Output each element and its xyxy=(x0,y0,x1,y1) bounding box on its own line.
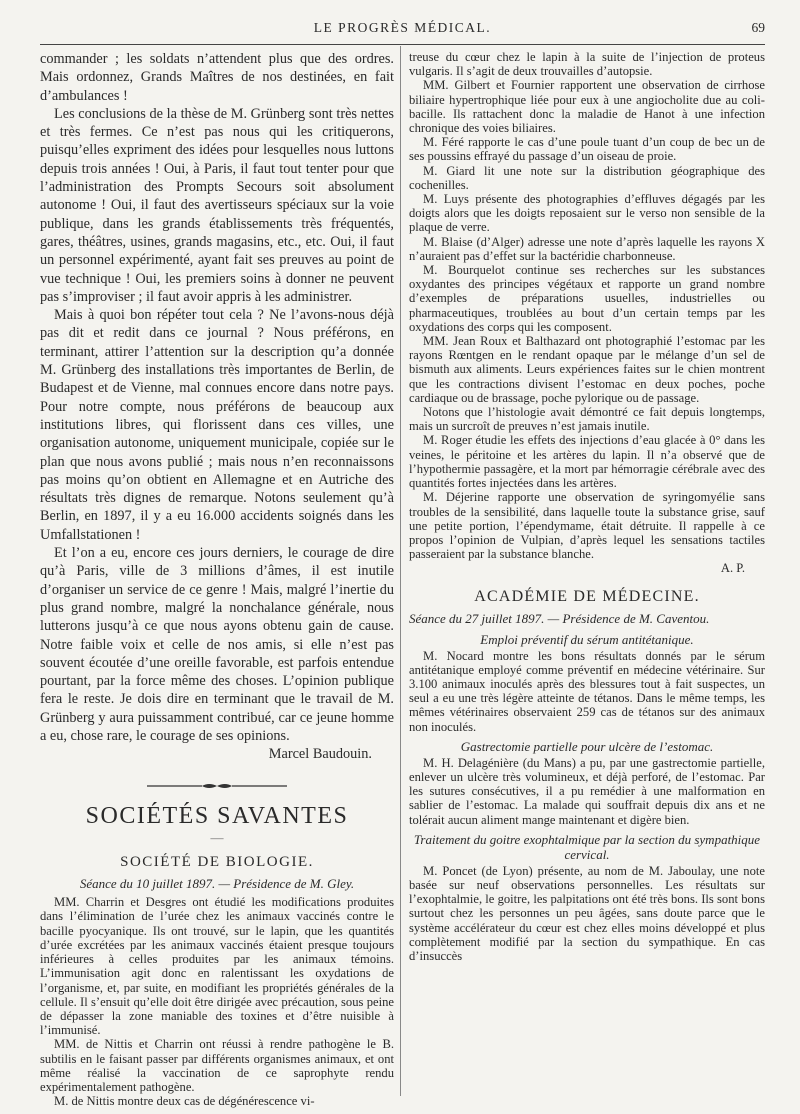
paragraph: M. Féré rapporte le cas d’une poule tuant d’un coup de bec un de ses poussins effrayé du passage d’un oiseau de proie. xyxy=(409,135,765,164)
paragraph: M. Bourquelot continue ses recherches sur les substances oxydantes des principes végétaux et rapporte un grand nombre d’exemples de préparations usuelles, industrielles ou pharmaceutiques, troublées au bout d’un certain temps par les oxydations des corps qui les composent. xyxy=(409,263,765,334)
paragraph: M. Nocard montre les bons résultats donnés par le sérum antitétanique employé comme préventif en médecine vétérinaire. Sur 3.100 animaux inoculés après des blessures tout à fait suspectes, un seul a eu une très légère atteinte de tétanos. Dans le même temps, les mêmes vétérinaires observaient 259 cas de tétanos sur des animaux non inoculés. xyxy=(409,648,765,734)
paragraph: M. Poncet (de Lyon) présente, au nom de M. Jaboulay, une note basée sur neuf observations personnelles. Les résultats sur l’exophtalmie, le goitre, les palpitations ont été très bons. Ils sont bons surtout chez les personnes un peu âgées, sans doute parce que le système accélérateur du cœur est chez elles moins développé et plus complètement modifié par la section du sympathique. En cas d’insuccès xyxy=(409,863,765,963)
paragraph: commander ; les soldats n’attendent plus que des ordres. Mais ordonnez, Grands Maîtres de nos destinées, en fait d’ambulances ! xyxy=(40,51,394,104)
paragraph: M. Roger étudie les effets des injections d’eau glacée à 0° dans les veines, le péritoine et les artères du lapin. Il n’a observé que de l’hypothermie passagère, et la mort par hémorragie cérébrale avec des quantités fortes injectées dans les artères. xyxy=(409,433,765,491)
paragraph: M. Luys présente des photographies d’effluves dégagés par les doigts alors que les doigts reposaient sur le verso non sensible de la plaque de verre. xyxy=(409,192,765,235)
subsection-title: Traitement du goitre exophtalmique par la section du sympathique cervical. xyxy=(413,831,761,862)
author-initials: A. P. xyxy=(720,561,745,576)
paragraph: Notons que l’histologie avait démontré ce fait depuis longtemps, mais un surcroît de preuves n’est jamais inutile. xyxy=(409,405,765,434)
society-title: SOCIÉTÉ DE BIOLOGIE. xyxy=(120,854,314,871)
academy-title: ACADÉMIE DE MÉDECINE. xyxy=(474,587,700,605)
paragraph: M. Déjerine rapporte une observation de syringomyélie sans troubles de la sensibilité, dans laquelle toute la substance grise, sauf une petite portion, l’épendymame, était détruite. Il rappelle à ce propos l’opinion de Vulpian, d’après lequel les sensations tactiles passeraient par la substance blanche. xyxy=(409,490,765,562)
title-dash: — xyxy=(210,830,224,846)
subsection-title: Gastrectomie partielle pour ulcère de l’estomac. xyxy=(460,738,714,754)
paragraph: MM. de Nittis et Charrin ont réussi à rendre pathogène le B. subtilis en le faisant passer par différents organismes animaux, et ont même réalisé la vaccination de ce saprophyte rendu expérimentalement pathogène. xyxy=(40,1037,394,1094)
paragraph: Les conclusions de la thèse de M. Grünberg sont très nettes et très fermes. Ce n’est pas nous qui les critiquerons, puisqu’elles expriment des idées pour lesquelles nous luttons depuis trois années ! Oui, à Paris, il faut tout tenter pour que l’administration des Prompts Secours soit absolument autonome ! Oui, il faut des avertisseurs spéciaux sur la voie publique, dans les grands établissements très fréquentés, gares, théâtres, usines, grands magasins, etc., etc. Oui, il faut un personnel expérimenté, ayant fait ses preuves au point de vue technique ! Oui, les premiers soins à donner ne peuvent pas s’improviser ; il faut avoir appris à les administrer. xyxy=(40,105,394,305)
author-signature: Marcel Baudouin. xyxy=(268,746,372,763)
seance-line: Séance du 27 juillet 1897. — Présidence de M. Caventou. xyxy=(409,610,710,626)
seance-line: Séance du 10 juillet 1897. — Présidence de M. Gley. xyxy=(79,876,355,892)
subsection-title: Emploi préventif du sérum antitétanique. xyxy=(480,631,694,647)
column-rule xyxy=(400,46,401,1096)
paragraph: M. H. Delagénière (du Mans) a pu, par une gastrectomie partielle, enlever un ulcère très volumineux, et déjà perforé, de l’estomac. Par les sutures consécutives, il a pu remédier à une malformation en sablier de l’estomac. La malade qui souffrait depuis dix ans et ne tolérait aucun aliment mange maintenant et digère bien. xyxy=(409,755,765,827)
paragraph: M. de Nittis montre deux cas de dégénérescence vi- xyxy=(54,1094,315,1109)
section-title: SOCIÉTÉS SAVANTES xyxy=(85,803,349,830)
right-column xyxy=(409,50,765,963)
page-header xyxy=(40,16,765,45)
paragraph: Et l’on a eu, encore ces jours derniers, le courage de dire qu’à Paris, ville de 3 millions d’âmes, il est inutile d’organiser un service de ce genre ! Mais, malgré l’inertie du plus grand nombre, malgré la nonchalance générale, nous lutterons jusqu’à ce que nous ayons obtenu gain de cause. Notre faible voix et celle de nos amis, si elle n’est pas souvent écoutée d’une oreille favorable, est parfois entendue pourtant, par la force même des choses. L’opinion publique fera le reste. Je dois dire en terminant que le travail de M. Grünberg y aura puissamment contribué, car ce jeune homme a eu, chose rare, le courage de ses opinions. xyxy=(40,545,394,744)
paragraph: MM. Charrin et Desgres ont étudié les modifications produites dans l’élimination de l’urée chez les animaux vaccinés contre le bacille pyocyanique. Ils ont trouvé, sur le lapin, que les quantités d’urée excrétées par les animaux vaccinés étaient presque toujours inférieures à celles produites par les animaux témoins. L’immunisation agit donc en ralentissant les oxydations de l’organisme, et, par suite, en modifiant les propriétés générales de la cellule. Il s’ensuit qu’elle doit être dirigée avec précaution, sous peine de dépasser la zone maniable des toxines et d’être nuisible à l’immunisé. xyxy=(40,895,394,1038)
running-head: LE PROGRÈS MÉDICAL. xyxy=(313,20,492,35)
paragraph: Mais à quoi bon répéter tout cela ? Ne l’avons-nous déjà pas dit et redit dans ce journal ? Nous préférons, en terminant, attirer l’attention sur la description qu’a donnée M. Grünberg des installations très importantes de Berlin, de Budapest et de Vienne, mal connues encore dans notre pays. Pour notre compte, nous préférons de beaucoup aux institutions libres, qui florissent dans ces villes, une organisation autonome, uniquement municipale, copiée sur le plan que nous avons publié ; mais nous n’en reconnaissons pas moins qu’on obtient en Allemagne et en Autriche des résultats très dignes de remarque. Notons seulement qu’à Berlin, en 1897, il y a eu 16.000 accidents soignés dans les Umfallstationen ! xyxy=(40,307,394,543)
ornament-divider xyxy=(40,777,394,795)
paragraph: treuse du cœur chez le lapin à la suite de l’injection de proteus vulgaris. Il s’agit de deux trouvailles d’autopsie. xyxy=(409,50,765,79)
paragraph: M. Blaise (d’Alger) adresse une note d’après laquelle les rayons X n’auraient pas d’effet sur la bactéridie charbonneuse. xyxy=(409,234,765,263)
left-column xyxy=(40,50,394,1108)
paragraph: MM. Gilbert et Fournier rapportent une observation de cirrhose biliaire hypertrophique liée pour eux à une angiocholite due au coli-bacille. Ils rattachent donc la maladie de Hanot à une infection chronique des voies biliaires. xyxy=(409,78,765,136)
paragraph: MM. Jean Roux et Balthazard ont photographié l’estomac par les rayons Rœntgen en le rendant opaque par le mélange d’un sel de bismuth aux aliments. Leurs expériences faites sur le chien montrent que les contractions divisent l’estomac en deux poches, poche cardiaque ou de brassage, poche pylorique ou de passage. xyxy=(409,334,765,405)
page-number: 69 xyxy=(751,20,765,35)
paragraph: M. Giard lit une note sur la distribution géographique des cochenilles. xyxy=(409,163,765,192)
